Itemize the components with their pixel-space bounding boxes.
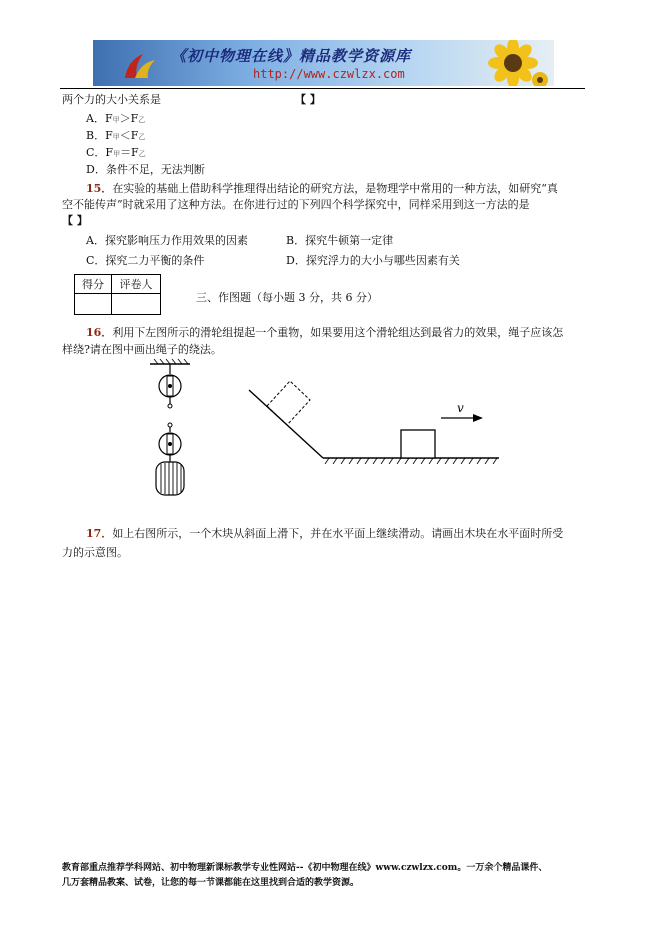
q16-number: 16． [86,326,113,339]
arrow-head-icon [473,414,483,422]
grader-cell[interactable] [112,294,161,315]
score-cell[interactable] [75,294,112,315]
header-divider [60,88,585,89]
q14-option-b: B．F甲＜F乙 [86,129,146,142]
block-on-incline-dashed [267,381,310,425]
page-footer [62,861,602,891]
fixed-pulley-icon [159,364,181,408]
q15-option-b: B．探究牛顿第一定律 [286,234,394,247]
pulley-system-figure [148,358,192,498]
q14-stem: 两个力的大小关系是 [62,93,161,106]
incline-block-figure [245,376,503,466]
grader-header: 评卷人 [112,275,161,294]
q17-line1: 17．如上右图所示，一个木块从斜面上滑下，并在水平面上继续滑动。请画出木块在水平面时所受 [86,527,564,540]
section-3-title: 三、作图题（每小题 3 分，共 6 分） [196,291,378,304]
q14-option-d: D．条件不足，无法判断 [86,163,205,176]
q15-number: 15． [86,182,113,195]
q15-option-d: D．探究浮力的大小与哪些因素有关 [286,254,460,267]
weight-icon [156,462,184,495]
score-box [74,274,161,315]
header-banner [93,40,554,86]
score-header: 得分 [75,275,112,294]
sunflower-icon [478,40,548,86]
q16-line2: 样绕?请在图中画出绳子的绕法。 [62,343,222,356]
footer-line-2: 几万套精品教案、试卷，让您的每一节课都能在这里找到合适的教学资源。 [62,878,360,888]
q15-answer-bracket: 【 】 [62,214,88,227]
q14-answer-bracket: 【 】 [295,93,321,106]
q14-option-c: C．F甲＝F乙 [86,146,146,159]
q15-line2: 空不能传声”时就采用了这种方法。在你进行过的下列四个科学探究中，同样采用到这一方法的是 [62,198,530,211]
banner-url[interactable]: http://www.czwlzx.com [253,67,405,81]
q15-option-a: A．探究影响压力作用效果的因素 [86,234,248,247]
q17-line2: 力的示意图。 [62,546,128,559]
q16-line1: 16．利用下左图所示的滑轮组提起一个重物，如果要用这个滑轮组达到最省力的效果，绳子应该怎 [86,326,564,339]
q17-number: 17． [86,527,113,540]
movable-pulley-icon [159,423,181,462]
velocity-label: v [457,401,464,415]
banner-title: 《初中物理在线》精品教学资源库 [171,47,412,65]
site-logo-icon [121,50,157,80]
q14-option-a: A．F甲＞F乙 [86,112,146,125]
q15-line1: 15．在实验的基础上借助科学推理得出结论的研究方法，是物理学中常用的一种方法，如研究“真 [86,182,558,195]
block-on-ground [401,430,435,458]
ground-hatching [325,458,497,464]
footer-line-1: 教育部重点推荐学科网站、初中物理新课标教学专业性网站--《初中物理在线》www.czwlzx.com。一万余个精品课件、 [62,863,548,873]
q15-option-c: C．探究二力平衡的条件 [86,254,205,267]
